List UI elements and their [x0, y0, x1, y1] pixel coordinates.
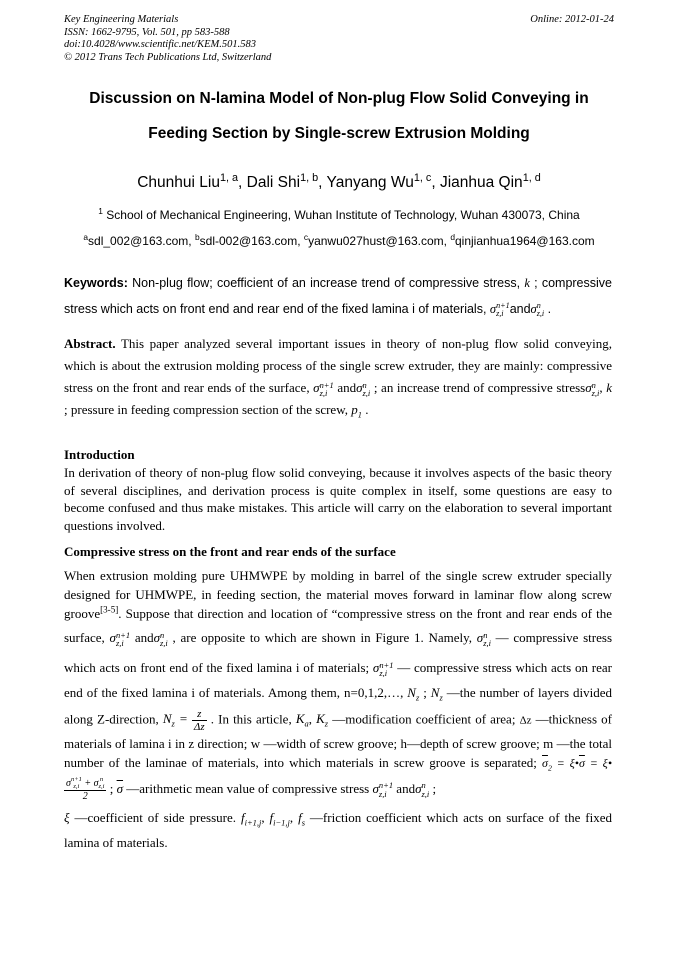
keywords-block [64, 270, 612, 322]
abstract-and: and [337, 380, 357, 395]
section-text: . Suppose that direction and location of “compressive stress on the front and rear ends of the surface, [64, 606, 612, 645]
affiliation [0, 208, 678, 222]
symbol-k: k [524, 276, 530, 290]
symbol-sigma-n: σ n z,i [476, 629, 491, 649]
affiliation-text: School of Mechanical Engineering, Wuhan Institute of Technology, Wuhan 430073, China [106, 208, 580, 222]
section-text: When extrusion molding pure UHMWPE by molding in barrel of the single screw extruder specially designed for UHMWPE, in feeding section, the material moves forward in laminar flow along screw groove [64, 568, 612, 621]
section-text: — compressive stress which acts on rear end of the fixed lamina i of materials. Among them, n=0,1,2,…, [64, 660, 612, 700]
email-sup: b [194, 232, 200, 242]
intro-paragraph: In derivation of theory of non-plug flow solid conveying, because it involves aspects of the basic theory of several disciplines, and derivation process is quite complex in itself, some questions are easy to become confused and thus make mistakes. This article will carry on the elaboration to several important questions involved. [64, 465, 612, 533]
affiliation-sup: 1 [98, 206, 103, 216]
symbol-sigma-n1: σ n+1 z,i [109, 629, 131, 649]
keywords-text: Non-plug flow; coefficient of an increase trend of compressive stress, [127, 276, 525, 290]
email-list [0, 234, 678, 248]
section-text: ; [429, 780, 437, 796]
section-text: . In this article, [206, 711, 296, 727]
paper-title-line-2: Feeding Section by Single-screw Extrusion Molding [148, 125, 530, 142]
author-list: Chunhui Liu$^{1, a}$, Dali Shi$^{1, b}$, Yanyang Wu$^{1, c}$, Jianhua Qin$^{1, d}$ [137, 171, 541, 191]
email-sup: d [450, 232, 455, 242]
section-text: —the number of layers divided along Z-direction, [64, 685, 612, 727]
symbol-sigma-n1: σ n+1 z,i [372, 659, 394, 679]
section-text: —friction coefficient which acts on surface of the fixed lamina of materials. [64, 810, 612, 851]
formula-Nz: $N_z$ = $\frac{z}{\Delta z}$ [162, 707, 205, 733]
email-address: qinjianhua1964@163.com [455, 234, 595, 248]
symbol-sigma-bar: $\overline{\sigma}$ [116, 780, 124, 796]
section-heading: Compressive stress on the front and rear ends of the surface [64, 544, 396, 559]
symbol-fs: $f_s$ [298, 810, 305, 828]
email-address: yanwu027hust@163.com, [308, 234, 451, 248]
symbol-f-im1j: $f_{i-1,j}$ [269, 810, 290, 828]
symbol-xi: ξ [64, 810, 70, 826]
abstract-text: ; an increase trend of compressive stress [370, 380, 586, 395]
symbol-sigma-n: σ n z,i [356, 379, 371, 399]
keywords-text: . [544, 302, 552, 316]
section-text: , are opposite to which are shown in Figure 1. Namely, [167, 630, 477, 645]
symbol-p1: $p_1$ [351, 402, 362, 420]
section-text: ; [419, 685, 431, 700]
paper-title-line-1: Discussion on N-lamina Model of Non-plug Flow Solid Conveying in [89, 90, 589, 107]
symbol-sigma-n: σ n z,i [415, 780, 430, 799]
keywords-label: Keywords: [64, 276, 128, 290]
section-text: —coefficient of side pressure. [69, 810, 241, 826]
doi-line: doi:10.4028/www.scientific.net/KEM.501.583 [64, 39, 256, 50]
copyright-line: © 2012 Trans Tech Publications Ltd, Switzerland [64, 51, 272, 63]
symbol-Ka: $K_a$ [295, 711, 309, 729]
keywords-text: ; compressive [529, 276, 612, 290]
author-name: Dali Shi [246, 174, 301, 191]
symbol-sigma-n1: σ n+1 z,i [489, 301, 510, 319]
symbol-k: k [606, 380, 613, 395]
symbol-Kz: $K_z$ [316, 711, 329, 729]
symbol-sigma-n1: σ n+1 z,i [372, 780, 394, 799]
abstract-block [64, 333, 612, 426]
abstract-text: This paper analyzed several important issues in theory of non-plug flow solid conveying, which is about the extrusion molding process of the single screw extruder, they are mainly: compressive stress on the front and rear ends of the surface, [64, 336, 612, 395]
citation: [3-5] [100, 604, 119, 615]
author-sup: 1, a [219, 171, 239, 184]
section-and: and [134, 630, 154, 645]
symbol-sigma-n: σ n z,i [530, 301, 545, 319]
symbol-Nz: $N_z$ [430, 685, 443, 703]
issn-line: ISSN: 1662-9795, Vol. 501, pp 583-588 [64, 26, 230, 38]
email-address: sdl_002@163.com, [88, 234, 195, 248]
section-text: — compressive stress which acts on front end of the fixed lamina i of materials; [64, 630, 612, 675]
symbol-dz: Δz [519, 714, 532, 727]
email-sup: a [83, 232, 89, 242]
symbol-sigma-n: σ n z,i [153, 629, 168, 649]
author-sup: 1, d [522, 171, 541, 184]
abstract-text: ; pressure in feeding compression section of the screw, [64, 402, 352, 417]
section-text: —arithmetic mean value of compressive stress [123, 780, 373, 796]
abstract-text: . [361, 402, 369, 417]
intro-heading: Introduction [64, 447, 135, 462]
author-name: Jianhua Qin [439, 174, 523, 191]
author-sup: 1, b [300, 171, 319, 184]
section-text: —thickness of materials of lamina i in z direction; w —width of screw groove; h—depth of screw groove; m —the total number of the laminae of materials, into which materials in screw groove is separated; [64, 711, 612, 770]
email-address: sdl-002@163.com, [199, 234, 304, 248]
journal-name: Key Engineering Materials [64, 14, 179, 25]
author-sup: 1, c [413, 171, 432, 184]
symbol-Nz: $N_z$ [407, 685, 420, 703]
symbol-f-i1j: $f_{i+1,j}$ [240, 810, 262, 828]
symbol-sigma-n1: σ n+1 z,i [313, 379, 334, 399]
keywords-and: and [509, 302, 531, 316]
author-name: Yanyang Wu [326, 174, 414, 191]
keywords-text: stress which acts on front end and rear end of the fixed lamina i of materials, [64, 302, 490, 316]
section-text: —modification coefficient of area; [328, 711, 520, 727]
formula-sigma-bar: $\overline{\sigma}_2$ = $\xi•\overline{\sigma}$ = ξ• σ n+1 z,i + σ n z,i 2 [66, 755, 613, 803]
online-date: Online: 2012-01-24 [530, 14, 614, 25]
abstract-label: Abstract. [64, 336, 116, 351]
author-name: Chunhui Liu [137, 174, 220, 191]
section-and: and [396, 780, 416, 796]
journal-header [64, 14, 271, 64]
section-paragraph: When extrusion molding pure UHMWPE by molding in barrel of the single screw extruder specially designed for UHMWPE, in feeding section, the material moves forward in laminar flow along screw groove[3-5]. Suppose that direction and location of “compressive stress on the front and rear ends of the surface, σ n+1 z,i andσ n z,i , are opposite to which are shown in Figure 1. Namely, σ n z,i — compressive stress which acts on front end of the fixed lamina i of materials; σ n+1 z,i — compressive stress which acts on rear end of the fixed lamina i of materials. Among them, n=0,1,2,…, $N_z$ ; $N_z$ —the number of layers divided along Z-direction, $N_z$ = $\frac{z}{\Delta z}$ . In this article, $K_a$, $K_z$ —modification coefficient of area; Δz —thickness of materials of lamina i in z direction; w —width of screw groove; h—depth of screw groove; m —the total number of the laminae of materials, into which materials in screw groove is separated; $\overline{\sigma}_2$ = $\xi•\overline{\sigma}$ = ξ• σ n+1 z,i + σ n z,i 2 ; $\overline{\sigma}$ —arithmetic mean value of compressive stress σ n+1 z,i andσ n z,i ; ξ —coefficient of side pressure. $f_{i+1,j}$, $f_{i-1,j}$, $f_s$ —friction coefficient which acts on surface of the fixed lamina of materials. [64, 568, 613, 851]
abstract-text: , [599, 380, 607, 395]
section-text: ; [106, 780, 117, 796]
symbol-sigma-n: σ n z,i [585, 379, 600, 399]
email-sup: c [303, 232, 309, 242]
